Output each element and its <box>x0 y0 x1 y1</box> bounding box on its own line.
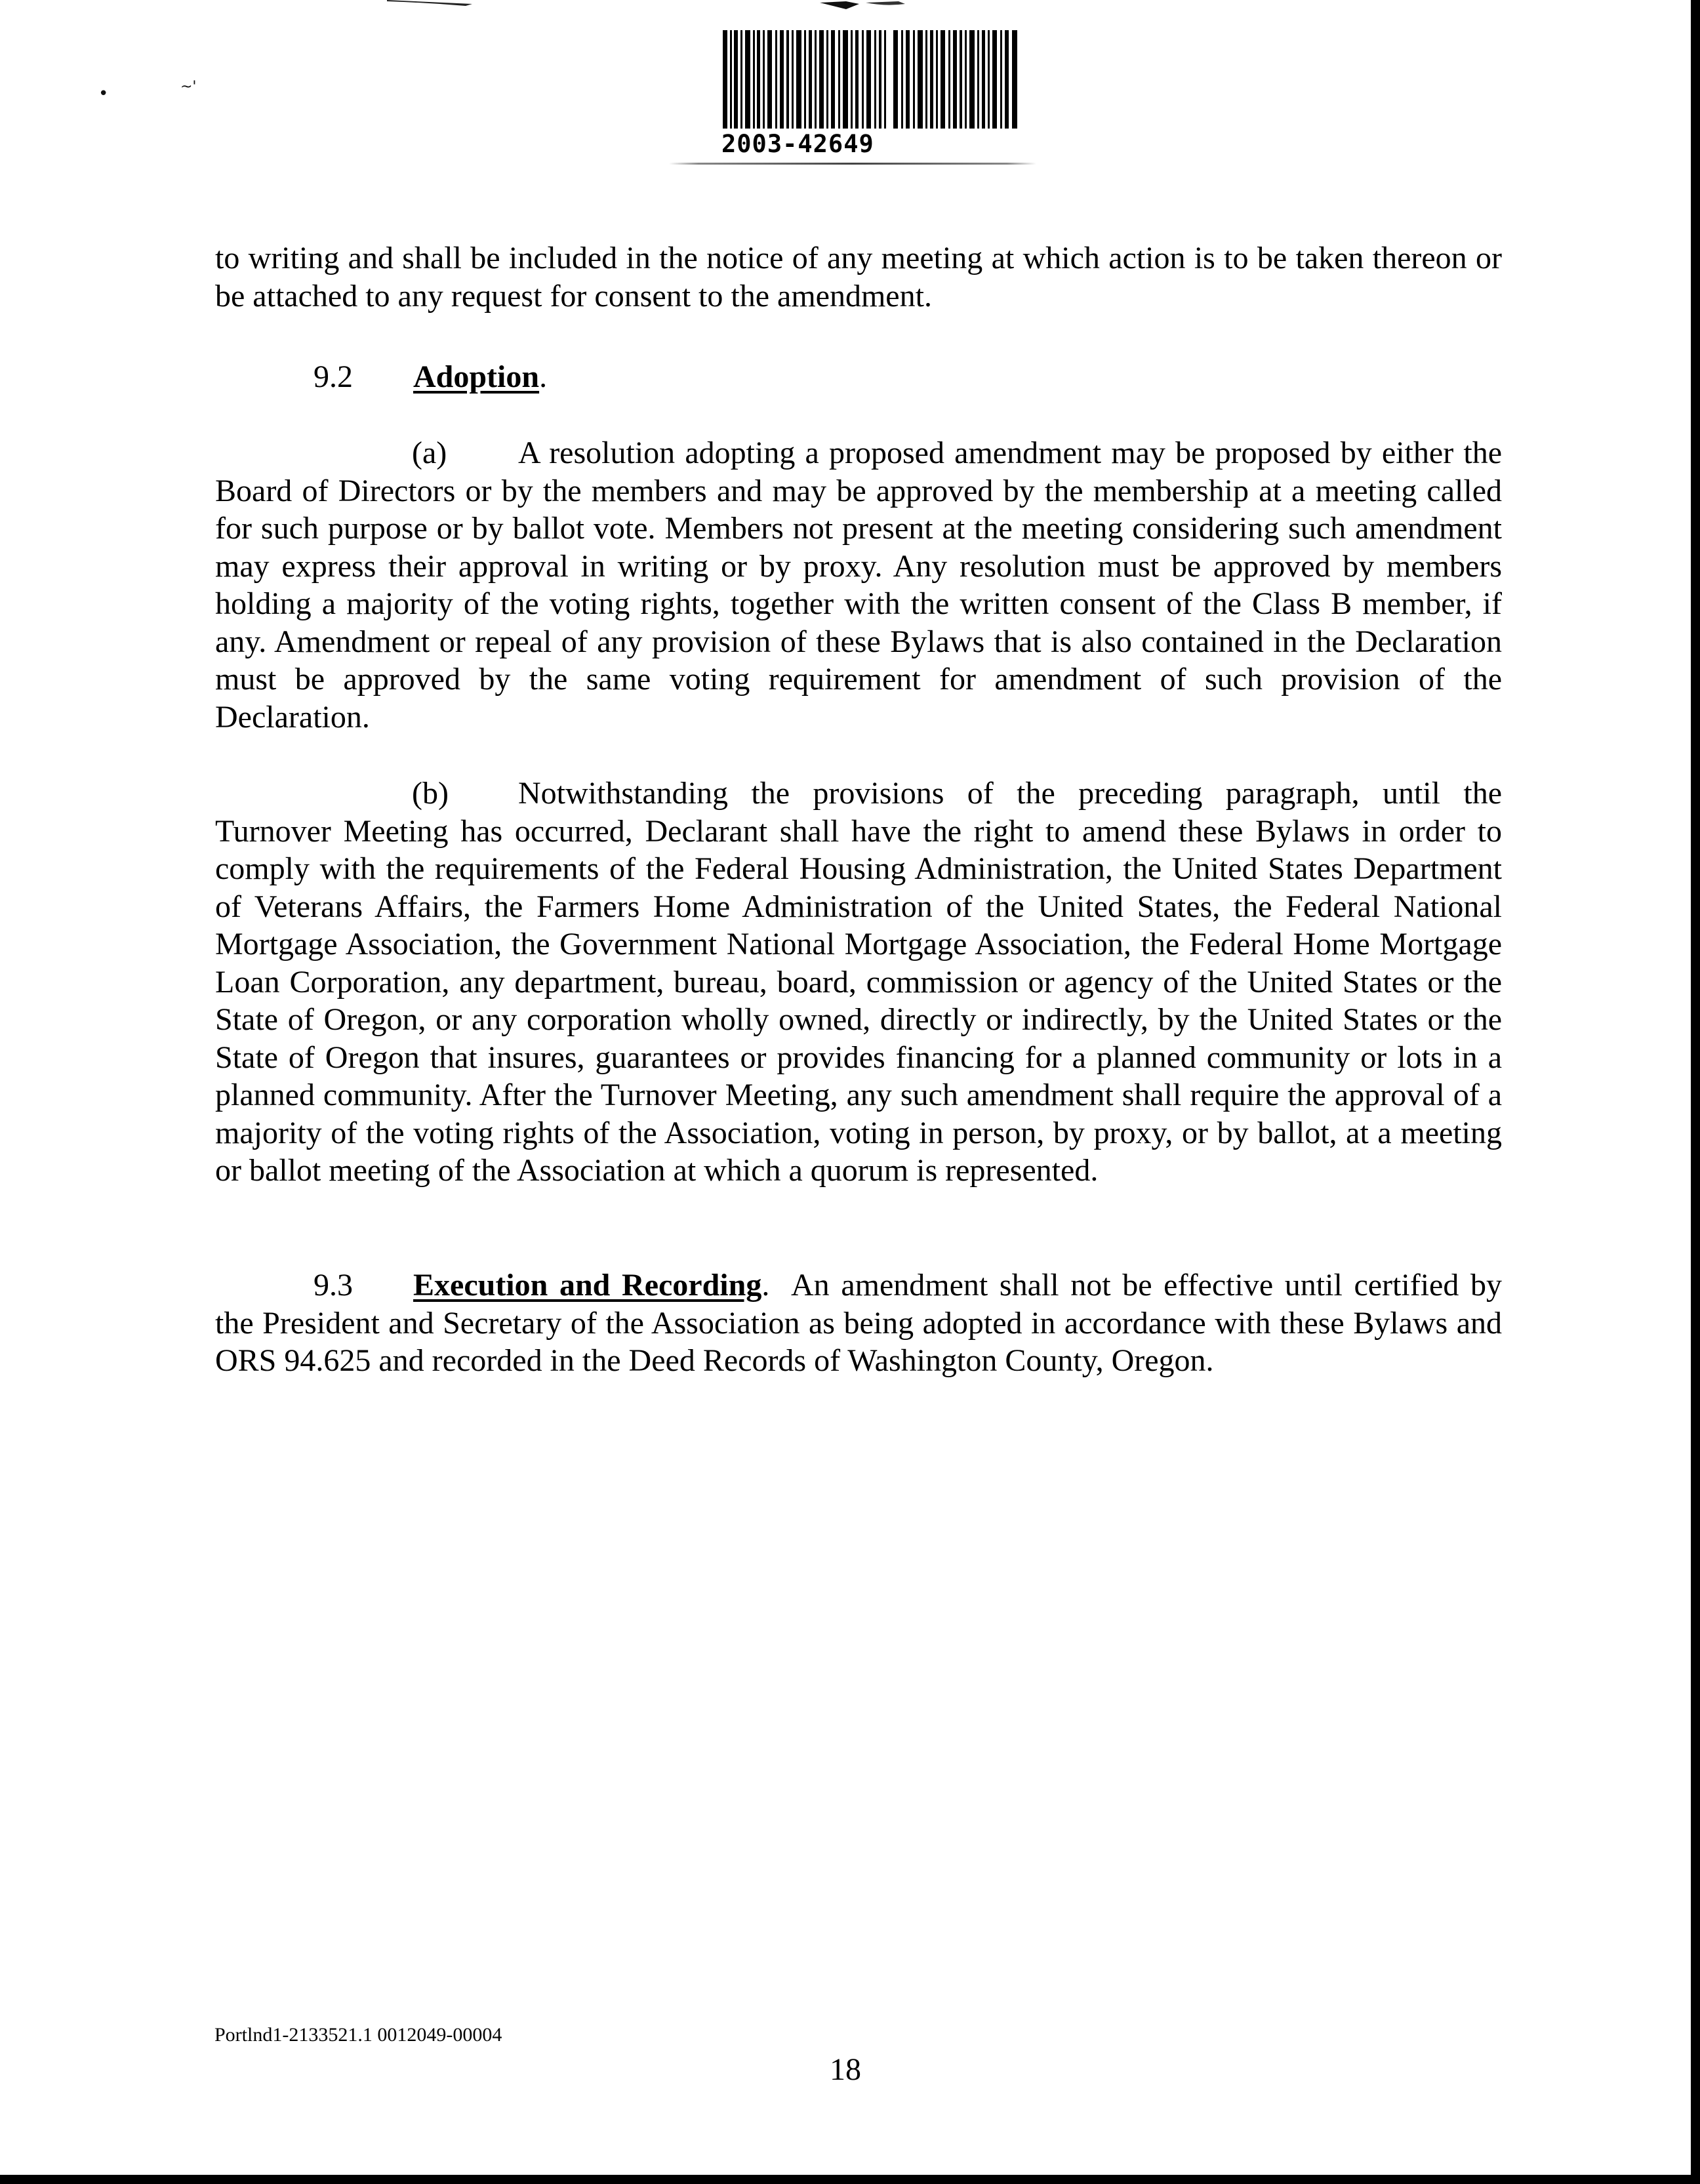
continuation-paragraph: to writing and shall be included in the notice of any meeting at which action is to be taken thereon or be attached to any request for consent to the amendment. <box>215 241 1502 313</box>
barcode-icon <box>723 30 1031 129</box>
scan-artifact-top <box>387 0 964 12</box>
barcode-number: 2003-42649 <box>721 130 874 158</box>
section-number: 9.2 <box>314 359 353 394</box>
heading-punctuation: . <box>539 359 548 394</box>
section-text: An amendment shall not be effective until certified by the President and Secretary of the Association as being adopted in accordance with these Bylaws and ORS 94.625 and recorded in the Deed Records of Washington County, Oregon. <box>215 1268 1502 1378</box>
scan-speck: ~' <box>180 79 197 95</box>
subsection-text: Notwithstanding the provisions of the preceding paragraph, until the Turnover Meeting has occurred, Declarant shall have the right to amend these Bylaws in order to comply with the requirements of the Federal Housing Administration, the United States Department of Veterans Affairs, the Farmers Home Administration of the United States, the Federal National Mortgage Association, the Government National Mortgage Association, the Federal Home Mortgage Loan Corporation, any department, bureau, board, commission or agency of the United States or the State of Oregon, or any corporation wholly owned, directly or indirectly, by the United States or the State of Oregon that insures, guarantees or provides financing for a planned community or lots in a planned community. After the Turnover Meeting, any such amendment shall require the approval of a majority of the voting rights of the Association, voting in person, by proxy, or by ballot, at a meeting or ballot meeting of the Association at which a quorum is represented. <box>215 776 1502 1188</box>
subsection-b-paragraph <box>215 775 1502 1190</box>
subsection-text: A resolution adopting a proposed amendment may be proposed by either the Board of Directors or by the members and may be approved by the membership at a meeting called for such purpose or by ballot vote. Members not present at the meeting considering such amendment may express their approval in writing or by proxy. Any resolution must be approved by members holding a majority of the voting rights, together with the written consent of the Class B member, if any. Amendment or repeal of any provision of these Bylaws that is also contained in the Declaration must be approved by the same voting requirement for amendment of such provision of the Declaration. <box>215 435 1502 735</box>
document-id-footer: Portlnd1-2133521.1 0012049-00004 <box>214 2024 502 2046</box>
section-title: Adoption <box>413 359 540 394</box>
subsection-label: (b) <box>412 776 449 811</box>
section-title: Execution and Recording <box>413 1268 762 1303</box>
heading-punctuation: . <box>761 1268 770 1303</box>
section-9-3-paragraph <box>215 1266 1502 1380</box>
barcode-underline <box>669 163 1036 165</box>
section-9-2-heading <box>215 358 1502 396</box>
page-number: 18 <box>830 2052 861 2087</box>
subsection-a-paragraph <box>215 434 1502 736</box>
recording-barcode <box>669 26 1049 177</box>
subsection-label: (a) <box>412 435 447 470</box>
section-number: 9.3 <box>314 1268 353 1303</box>
scan-speck: • <box>98 84 109 104</box>
